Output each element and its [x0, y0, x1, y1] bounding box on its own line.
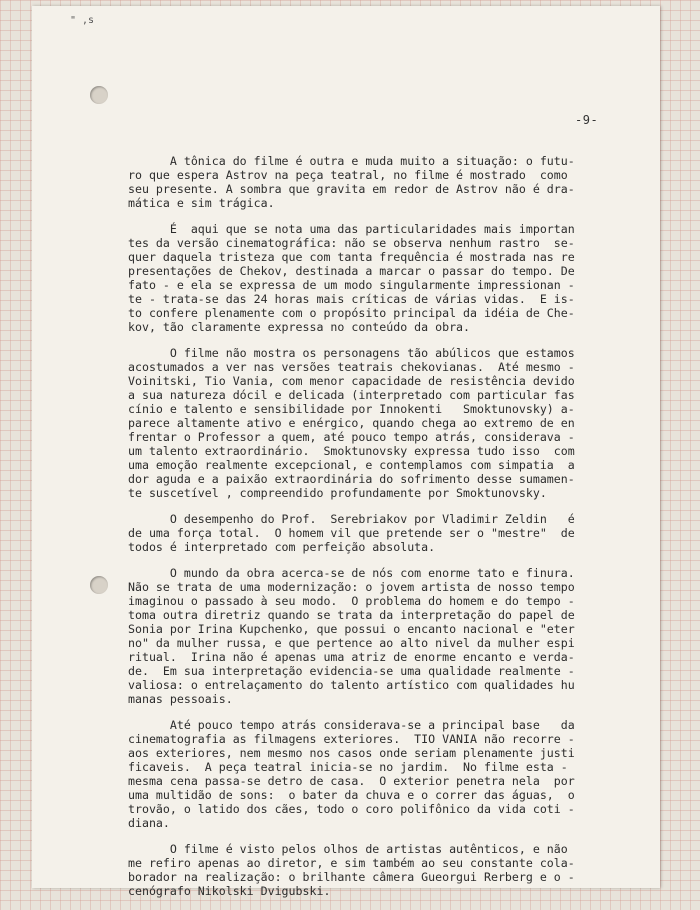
text-line: me refiro apenas ao diretor, e sim também ao seu constante cola- — [128, 856, 575, 870]
text-line: ficaveis. A peça teatral inicia-se no jardim. No filme esta - — [128, 760, 568, 774]
paragraph — [128, 222, 598, 334]
text-line: acostumados a ver nas versões teatrais chekovianas. Até mesmo - — [128, 360, 575, 374]
text-line: valiosa: o entrelaçamento do talento artístico com qualidades hu — [128, 678, 575, 692]
corner-mark: " ,s — [70, 15, 95, 26]
paragraph — [128, 346, 598, 500]
text-line: Não se trata de uma modernização: o jovem artista de nosso tempo — [128, 580, 575, 594]
paragraph — [128, 718, 598, 830]
page-number: -9- — [575, 113, 599, 127]
text-line: ritual. Irina não é apenas uma atriz de enorme encanto e verda- — [128, 650, 575, 664]
text-line: O filme é visto pelos olhos de artistas autênticos, e não — [128, 842, 568, 856]
text-line: cenógrafo Nikolski Dvigubski. — [128, 884, 331, 898]
punch-hole — [90, 576, 108, 594]
text-line: Voinitski, Tio Vania, com menor capacidade de resistência devido — [128, 374, 575, 388]
text-line: trovão, o latido dos cães, todo o coro polifônico da vida coti - — [128, 802, 575, 816]
text-line: diana. — [128, 816, 170, 830]
text-line: uma emoção realmente excepcional, e contemplamos com simpatia a — [128, 458, 575, 472]
text-line: mática e sim trágica. — [128, 196, 275, 210]
text-line: no" da mulher russa, e que pertence ao alto nivel da mulher espi — [128, 636, 575, 650]
text-line: mesma cena passa-se detro de casa. O exterior penetra nela por — [128, 774, 575, 788]
text-line: ro que espera Astrov na peça teatral, no filme é mostrado como — [128, 168, 568, 182]
text-line: presentações de Chekov, destinada a marcar o passar do tempo. De — [128, 264, 575, 278]
text-line: dor aguda e a paixão extraordinária do sofrimento desse sumamen- — [128, 472, 575, 486]
text-line: kov, tão claramente expressa no conteúdo da obra. — [128, 320, 471, 334]
text-line: todos é interpretado com perfeição absoluta. — [128, 540, 436, 554]
text-line: de. Em sua interpretação evidencia-se uma qualidade realmente - — [128, 664, 575, 678]
text-line: tes da versão cinematográfica: não se observa nenhum rastro se- — [128, 236, 575, 250]
text-line: quer daquela tristeza que com tanta frequência é mostrada nas re — [128, 250, 575, 264]
text-line: imaginou o passado à seu modo. O problema do homem e do tempo - — [128, 594, 575, 608]
paragraph — [128, 512, 598, 554]
text-line: seu presente. A sombra que gravita em redor de Astrov não é dra- — [128, 182, 575, 196]
text-line: uma multidão de sons: o bater da chuva e o correr das águas, o — [128, 788, 575, 802]
text-line: borador na realização: o brilhante câmera Gueorgui Rerberg e o - — [128, 870, 575, 884]
text-line: Até pouco tempo atrás considerava-se a principal base da — [128, 718, 575, 732]
text-line: aos exteriores, nem mesmo nos casos onde seriam plenamente justi — [128, 746, 575, 760]
text-line: um talento extraordinário. Smoktunovsky expressa tudo isso com — [128, 444, 575, 458]
text-line: É aqui que se nota uma das particularidades mais importan — [128, 222, 575, 236]
document-body — [128, 154, 598, 910]
punch-hole — [90, 86, 108, 104]
text-line: cínio e talento e sensibilidade por Innokenti Smoktunovsky) a- — [128, 402, 575, 416]
text-line: frentar o Professor a quem, até pouco tempo atrás, considerava - — [128, 430, 575, 444]
text-line: manas pessoais. — [128, 692, 233, 706]
text-line: O filme não mostra os personagens tão abúlicos que estamos — [128, 346, 575, 360]
paragraph — [128, 154, 598, 210]
text-line: O desempenho do Prof. Serebriakov por Vladimir Zeldin é — [128, 512, 575, 526]
text-line: O mundo da obra acerca-se de nós com enorme tato e finura. — [128, 566, 575, 580]
text-line: de uma força total. O homem vil que pretende ser o "mestre" de — [128, 526, 575, 540]
text-line: Sonia por Irina Kupchenko, que possui o encanto nacional e "eter — [128, 622, 575, 636]
text-line: cinematografia as filmagens exteriores. TIO VANIA não recorre - — [128, 732, 575, 746]
text-line: toma outra diretriz quando se trata da interpretação do papel de — [128, 608, 575, 622]
text-line: A tônica do filme é outra e muda muito a situação: o futu- — [128, 154, 575, 168]
text-line: fato - e ela se expressa de um modo singularmente impressionan - — [128, 278, 575, 292]
text-line: te - trata-se das 24 horas mais críticas de várias vidas. E is- — [128, 292, 575, 306]
text-line: te suscetível , compreendido profundamente por Smoktunovsky. — [128, 486, 547, 500]
text-line: to confere plenamente com o propósito principal da idéia de Che- — [128, 306, 575, 320]
text-line: a sua natureza dócil e delicada (interpretado com particular fas — [128, 388, 575, 402]
paragraph — [128, 842, 598, 898]
paragraph — [128, 566, 598, 706]
text-line: parece altamente ativo e enérgico, quando chega ao extremo de en — [128, 416, 575, 430]
